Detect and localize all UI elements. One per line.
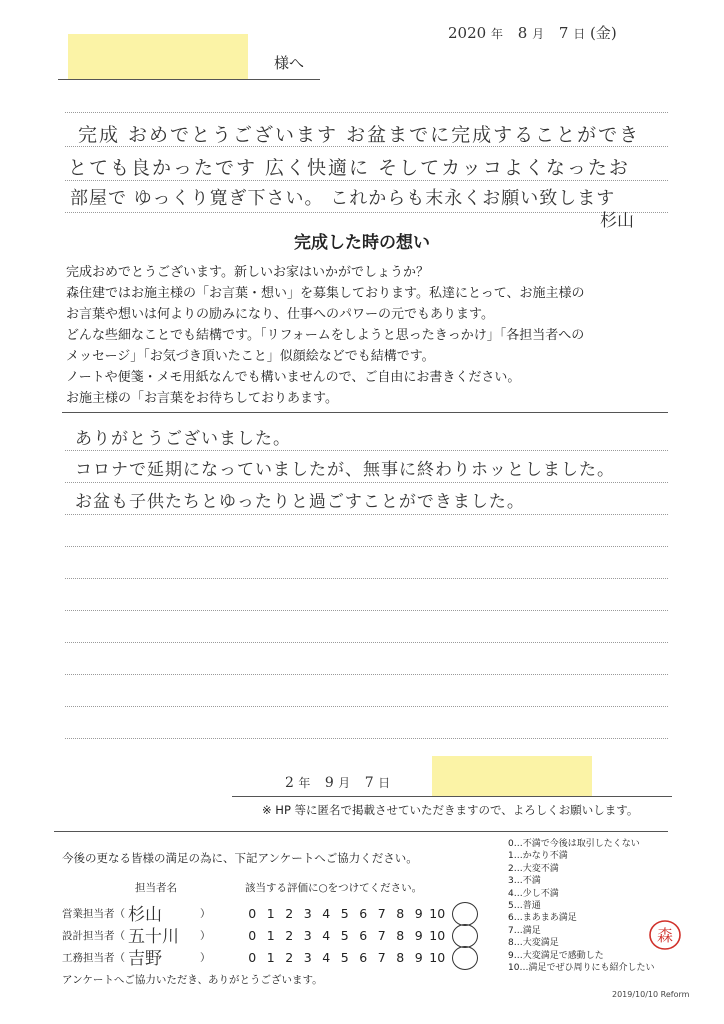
rating-scale xyxy=(243,906,447,921)
survey-row-close: ） xyxy=(200,908,211,920)
staff-signature: 杉山 xyxy=(600,211,634,231)
rating-scale xyxy=(243,950,447,965)
selected-rating-circle xyxy=(452,946,478,970)
legend-item: 3…不満 xyxy=(508,876,541,887)
survey-row-role: 工務担当者（ xyxy=(62,952,125,964)
rating-option: 5 xyxy=(340,950,349,965)
legend-item: 2…大変不満 xyxy=(508,863,559,874)
survey-row-name: 吉野 xyxy=(128,949,162,969)
date-day-unit: 日 xyxy=(573,27,586,41)
rating-option: 1 xyxy=(266,950,275,965)
footer-version: 2019/10/10 Reform xyxy=(612,990,690,999)
legend-item: 7…満足 xyxy=(508,925,541,936)
legend-item: 6…まあまあ満足 xyxy=(508,913,577,924)
rating-option: 5 xyxy=(340,906,349,921)
rating-option: 6 xyxy=(359,906,368,921)
rating-option: 9 xyxy=(414,906,423,921)
rating-option: 7 xyxy=(377,906,386,921)
legend-item: 4…少し不満 xyxy=(508,888,559,899)
form-title: 完成した時の想い xyxy=(294,233,430,253)
company-stamp xyxy=(648,918,682,952)
survey-thanks: アンケートへご協力いただき、ありがとうございます。 xyxy=(62,974,323,986)
customer-message-line: コロナで延期になっていましたが、無事に終わりホッとしました。 xyxy=(75,460,615,480)
rating-option: 6 xyxy=(359,928,368,943)
customer-date-day: 7 xyxy=(364,775,374,791)
rating-option: 10 xyxy=(429,928,446,943)
rating-header: 該当する評価に○をつけてください。 xyxy=(245,882,423,894)
staff-message-line: 完成 おめでとうございます お盆までに完成することができ xyxy=(78,124,641,146)
rule-line xyxy=(65,514,668,515)
customer-date-day-unit: 日 xyxy=(378,776,391,790)
staff-message-line: とても良かったです 広く快適に そしてカッコよくなったお xyxy=(68,157,630,179)
date-weekday: (金) xyxy=(590,24,617,42)
rule-line xyxy=(65,212,668,213)
rating-option: 10 xyxy=(429,906,446,921)
rating-option: 9 xyxy=(414,950,423,965)
rating-option: 7 xyxy=(377,950,386,965)
survey-divider xyxy=(54,831,668,832)
legend-item: 10…満足でぜひ周りにも紹介したい xyxy=(508,963,655,974)
rating-option: 0 xyxy=(248,950,257,965)
intro-line: メッセージ」「お気づき頂いたこと」似顔絵などでも結構です。 xyxy=(66,349,435,364)
rating-option: 4 xyxy=(322,906,331,921)
form-intro xyxy=(66,262,584,409)
legend-item: 0…不満で今後は取引したくない xyxy=(508,839,640,849)
rating-option: 1 xyxy=(266,906,275,921)
legend-item: 9…大変満足で感動した xyxy=(508,950,604,961)
selected-rating-circle xyxy=(452,902,478,926)
intro-line: どんな些細なことでも結構です。「リフォームをしようと思ったきっかけ」「各担当者への xyxy=(66,328,585,343)
survey-row-name: 五十川 xyxy=(128,927,179,947)
header-date xyxy=(448,22,617,43)
rule-line xyxy=(65,112,668,113)
rule-line xyxy=(65,610,668,611)
rating-option: 2 xyxy=(285,928,294,943)
rating-option: 10 xyxy=(429,950,446,965)
survey-row-role: 設計担当者（ xyxy=(62,930,125,942)
addressee-underline xyxy=(58,79,320,80)
intro-line: お施主様の「お言葉をお待ちしておりあます。 xyxy=(66,391,338,406)
rule-line xyxy=(65,578,668,579)
staff-name-header: 担当者名 xyxy=(135,882,177,894)
staff-message-line: 部屋で ゆっくり寛ぎ下さい。 これからも末永くお願い致します xyxy=(70,188,616,209)
rating-option: 7 xyxy=(377,928,386,943)
survey-row-close: ） xyxy=(200,930,211,942)
customer-date-month-unit: 月 xyxy=(338,776,351,790)
rule-line xyxy=(65,546,668,547)
rating-option: 2 xyxy=(285,950,294,965)
intro-line: 森住建ではお施主様の「お言葉・想い」を募集しております。私達にとって、お施主様の xyxy=(66,286,585,301)
redacted-customer-name xyxy=(68,34,248,80)
date-month-unit: 月 xyxy=(532,27,545,41)
rule-line xyxy=(65,674,668,675)
customer-date-year-unit: 年 xyxy=(298,776,311,790)
rating-option: 8 xyxy=(396,950,405,965)
legend-item: 5…普通 xyxy=(508,901,541,912)
date-month: 8 xyxy=(517,24,528,42)
rule-line xyxy=(65,180,668,181)
stamp-icon xyxy=(648,918,682,952)
survey-row-role: 営業担当者（ xyxy=(62,908,125,920)
redacted-customer-signature xyxy=(432,756,592,796)
date-year: 2020 xyxy=(448,24,487,42)
rating-legend xyxy=(508,838,654,974)
rule-line xyxy=(65,642,668,643)
addressee-suffix: 様へ xyxy=(274,54,305,72)
section-divider xyxy=(62,412,668,413)
rating-option: 4 xyxy=(322,950,331,965)
intro-line: お言葉や想いは何よりの励みになり、仕事へのパワーの元でもあります。 xyxy=(66,307,494,322)
rating-option: 3 xyxy=(303,928,312,943)
intro-line: ノートや便箋・メモ用紙なんでも構いませんので、ご自由にお書きください。 xyxy=(66,370,521,385)
rating-option: 2 xyxy=(285,906,294,921)
survey-row-name: 杉山 xyxy=(128,905,162,925)
rule-line xyxy=(65,482,668,483)
anonymity-notice: ※ HP 等に匿名で掲載させていただきますので、よろしくお願いします。 xyxy=(262,803,639,817)
date-day: 7 xyxy=(558,24,569,42)
stamp-text: 森 xyxy=(656,926,674,945)
rating-option: 8 xyxy=(396,906,405,921)
selected-rating-circle xyxy=(452,924,478,948)
signature-underline xyxy=(232,796,672,797)
customer-message-line: ありがとうございました。 xyxy=(75,429,291,449)
rule-line xyxy=(65,706,668,707)
survey-row-close: ） xyxy=(200,952,211,964)
rating-scale xyxy=(243,928,447,943)
rating-option: 3 xyxy=(303,906,312,921)
rating-option: 4 xyxy=(322,928,331,943)
legend-item: 8…大変満足 xyxy=(508,938,559,949)
customer-date-month: 9 xyxy=(324,775,334,791)
date-year-unit: 年 xyxy=(490,27,503,41)
rating-option: 8 xyxy=(396,928,405,943)
rating-option: 9 xyxy=(414,928,423,943)
survey-intro: 今後の更なる皆様の満足の為に、下記アンケートへご協力ください。 xyxy=(62,851,418,865)
rating-option: 5 xyxy=(340,928,349,943)
legend-item: 1…かなり不満 xyxy=(508,851,568,862)
customer-message-line: お盆も子供たちとゆったりと過ごすことができました。 xyxy=(75,492,525,512)
rating-option: 0 xyxy=(248,906,257,921)
rating-option: 1 xyxy=(266,928,275,943)
rating-option: 0 xyxy=(248,928,257,943)
rating-option: 6 xyxy=(359,950,368,965)
rating-option: 3 xyxy=(303,950,312,965)
customer-date-year: 2 xyxy=(285,775,294,791)
rule-line xyxy=(65,450,668,451)
customer-date xyxy=(285,774,390,791)
intro-line: 完成おめでとうございます。新しいお家はいかがでしょうか？ xyxy=(66,265,429,280)
rule-line xyxy=(65,738,668,739)
